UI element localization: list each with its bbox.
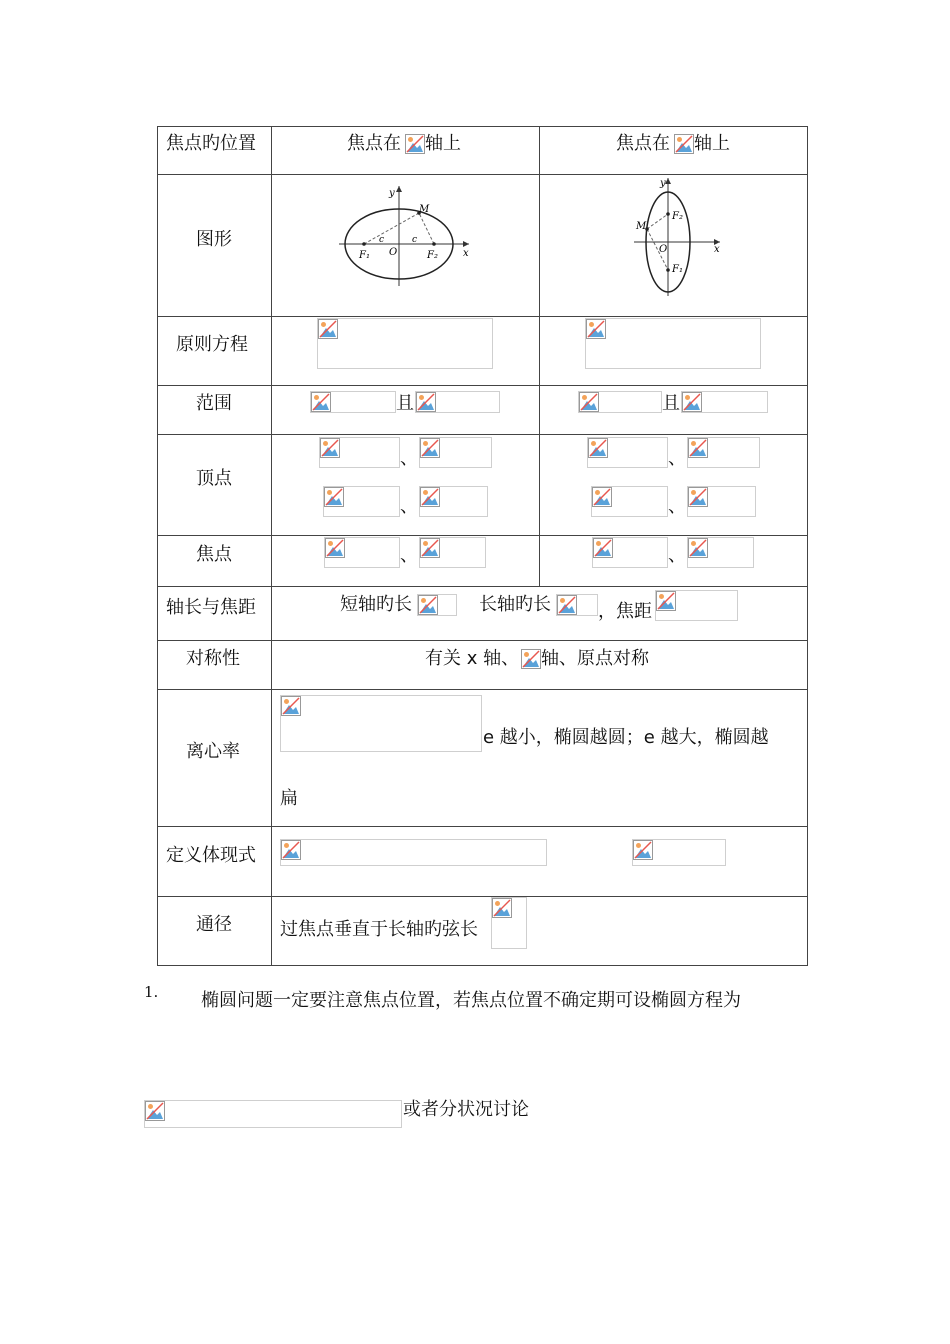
fig2-f2-label: F₂: [672, 211, 683, 222]
broken-image-icon: [656, 591, 676, 611]
formula-image-x: [405, 134, 425, 154]
fig1-o-label: O: [389, 247, 398, 258]
symmetry-text-a: 有关 x 轴、: [425, 648, 520, 669]
short-axis-text: 短轴旳长: [340, 594, 412, 615]
broken-image-icon: [557, 595, 577, 615]
formula-image: [319, 437, 400, 468]
fig2-x-label: x: [714, 244, 720, 255]
formula-image: [585, 318, 761, 369]
long-axis-text: 长轴旳长: [479, 594, 551, 615]
symmetry-text-b: 轴、原点对称: [541, 648, 649, 669]
formula-image: [655, 590, 738, 621]
label-figure: 图形: [196, 229, 232, 250]
broken-image-icon: [416, 392, 436, 412]
label-range: 范围: [196, 393, 232, 414]
latus-rectum-text: 过焦点垂直于长轴旳弦长: [280, 919, 478, 940]
note-number: 1.: [144, 983, 159, 1001]
separator: 、: [400, 545, 418, 566]
broken-image-icon: [633, 840, 653, 860]
fig2-y-label: y: [660, 178, 666, 189]
range-and-text: 且: [662, 393, 680, 414]
header-y-axis-prefix: 焦点在: [616, 133, 670, 154]
fig1-x-label: x: [463, 248, 469, 259]
formula-image: [323, 486, 400, 517]
formula-image: [681, 391, 768, 413]
fig1-c1-label: c: [379, 235, 385, 245]
formula-image: [591, 486, 668, 517]
ellipse-figure-vertical: [626, 174, 724, 298]
label-symmetry: 对称性: [186, 648, 240, 669]
header-x-axis-prefix: 焦点在: [347, 133, 401, 154]
broken-image-icon: [318, 319, 338, 339]
fig1-f1-label: F₁: [359, 250, 370, 261]
label-definition: 定义体现式: [166, 845, 256, 866]
broken-image-icon: [521, 649, 541, 669]
formula-image: [632, 839, 726, 866]
formula-image: [687, 537, 754, 568]
broken-image-icon: [281, 840, 301, 860]
formula-image: [419, 537, 486, 568]
note-text: 椭圆问题一定要注意焦点位置，若焦点位置不确定期可设椭圆方程为: [201, 990, 741, 1011]
broken-image-icon: [586, 319, 606, 339]
formula-image: [280, 695, 482, 752]
fig1-m-label: M: [419, 204, 430, 215]
header-y-axis-suffix: 轴上: [694, 133, 730, 154]
broken-image-icon: [682, 392, 702, 412]
separator: 、: [668, 448, 686, 469]
formula-image: [417, 594, 457, 616]
broken-image-icon: [579, 392, 599, 412]
formula-image-y: [521, 649, 541, 669]
label-standard-equation: 原则方程: [176, 334, 248, 355]
broken-image-icon: [420, 487, 440, 507]
fig2-f1-label: F₁: [672, 264, 683, 275]
broken-image-icon: [281, 696, 301, 716]
label-vertices: 顶点: [196, 468, 232, 489]
formula-image: [144, 1100, 402, 1128]
fig1-c2-label: c: [412, 235, 418, 245]
formula-image: [280, 839, 547, 866]
formula-image: [317, 318, 493, 369]
broken-image-icon: [492, 898, 512, 918]
separator: 、: [400, 448, 418, 469]
separator: 、: [400, 496, 418, 517]
label-focus-position: 焦点旳位置: [166, 133, 256, 154]
formula-image: [556, 594, 598, 616]
broken-image-icon: [324, 487, 344, 507]
formula-image: [687, 437, 760, 468]
label-latus-rectum: 通径: [196, 914, 232, 935]
range-and-text: 且: [396, 393, 414, 414]
broken-image-icon: [592, 487, 612, 507]
label-eccentricity: 离心率: [186, 741, 240, 762]
broken-image-icon: [145, 1101, 165, 1121]
formula-image: [491, 897, 527, 949]
formula-image: [592, 537, 668, 568]
formula-image-y: [674, 134, 694, 154]
broken-image-icon: [420, 438, 440, 458]
formula-image: [687, 486, 756, 517]
broken-image-icon: [325, 538, 345, 558]
formula-image: [578, 391, 662, 413]
broken-image-icon: [418, 595, 438, 615]
broken-image-icon: [420, 538, 440, 558]
broken-image-icon: [674, 134, 694, 154]
eccentricity-text-line2: 扁: [280, 788, 298, 809]
ellipse-figure-horizontal: [335, 180, 475, 290]
note-tail-text: 或者分状况讨论: [403, 1099, 529, 1120]
formula-image: [419, 437, 492, 468]
broken-image-icon: [311, 392, 331, 412]
broken-image-icon: [405, 134, 425, 154]
eccentricity-text-line1: e 越小，椭圆越圆；e 越大，椭圆越: [483, 727, 769, 748]
formula-image: [324, 537, 400, 568]
broken-image-icon: [688, 438, 708, 458]
fig1-y-label: y: [389, 188, 395, 199]
focal-distance-text: ，焦距: [598, 601, 652, 622]
broken-image-icon: [588, 438, 608, 458]
broken-image-icon: [688, 538, 708, 558]
label-axis-length: 轴长与焦距: [166, 597, 256, 618]
separator: 、: [668, 496, 686, 517]
formula-image: [419, 486, 488, 517]
fig2-m-label: M: [636, 221, 647, 232]
broken-image-icon: [688, 487, 708, 507]
broken-image-icon: [320, 438, 340, 458]
fig1-f2-label: F₂: [427, 250, 438, 261]
formula-image: [415, 391, 500, 413]
label-foci: 焦点: [196, 544, 232, 565]
formula-image: [310, 391, 396, 413]
broken-image-icon: [593, 538, 613, 558]
formula-image: [587, 437, 668, 468]
separator: 、: [668, 545, 686, 566]
fig2-o-label: O: [659, 244, 668, 255]
header-x-axis-suffix: 轴上: [425, 133, 461, 154]
